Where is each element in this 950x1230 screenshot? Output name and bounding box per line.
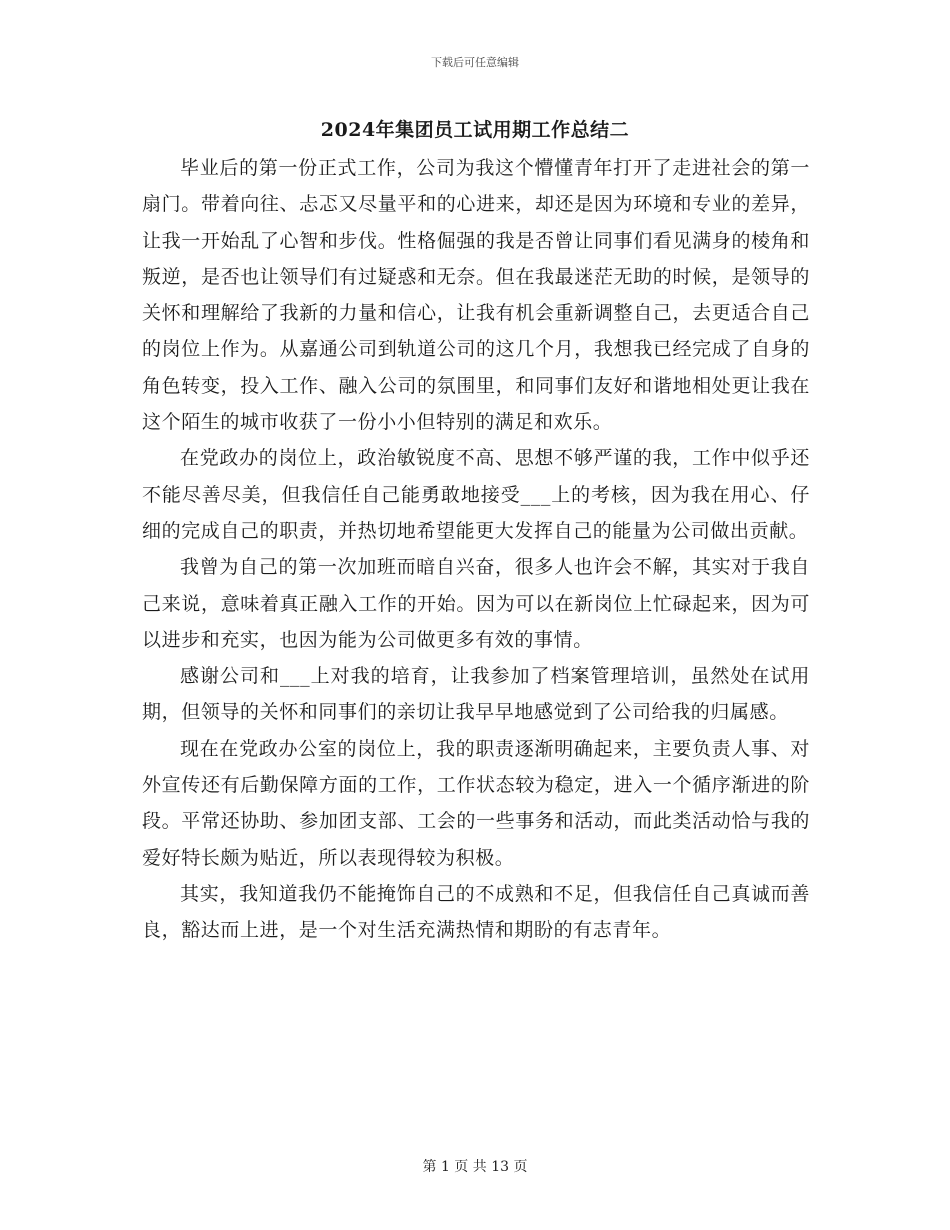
paragraph-6: 其实，我知道我仍不能掩饰自己的不成熟和不足，但我信任自己真诚而善良，豁达而上进，是一个对生活充满热情和期盼的有志青年。 bbox=[142, 882, 810, 942]
paragraph-5: 现在在党政办公室的岗位上，我的职责逐渐明确起来，主要负责人事、对外宣传还有后勤保障方面的工作，工作状态较为稳定，进入一个循序渐进的阶段。平常还协助、参加团支部、工会的一些事务和活动，而此类活动恰与我的爱好特长颇为贴近，所以表现得较为积极。 bbox=[142, 737, 810, 869]
paragraph-2: 在党政办的岗位上，政治敏锐度不高、思想不够严谨的我，工作中似乎还不能尽善尽美，但我信任自己能勇敢地接受___上的考核，因为我在用心、仔细的完成自己的职责，并热切地希望能更大发挥自己的能量为公司做出贡献。 bbox=[142, 447, 810, 542]
paragraph-3: 我曾为自己的第一次加班而暗自兴奋，很多人也许会不解，其实对于我自己来说，意味着真正融入工作的开始。因为可以在新岗位上忙碌起来，因为可以进步和充实，也因为能为公司做更多有效的事情。 bbox=[142, 556, 810, 651]
paragraph-4: 感谢公司和___上对我的培育，让我参加了档案管理培训，虽然处在试用期，但领导的关怀和同事们的亲切让我早早地感觉到了公司给我的归属感。 bbox=[142, 665, 810, 724]
paragraph-1: 毕业后的第一份正式工作，公司为我这个懵懂青年打开了走进社会的第一扇门。带着向往、忐忑又尽量平和的心进来，却还是因为环境和专业的差异，让我一开始乱了心智和步伐。性格倔强的我是否曾让同事们看见满身的棱角和叛逆，是否也让领导们有过疑惑和无奈。但在我最迷茫无助的时候，是领导的关怀和理解给了我新的力量和信心，让我有机会重新调整自己，去更适合自己的岗位上作为。从嘉通公司到轨道公司的这几个月，我想我已经完成了自身的角色转变，投入工作、融入公司的氛围里，和同事们友好和谐地相处更让我在这个陌生的城市收获了一份小小但特别的满足和欢乐。 bbox=[142, 157, 810, 434]
document-body bbox=[142, 150, 810, 949]
header-note: 下载后可任意编辑 bbox=[431, 56, 519, 69]
page-number: 第 1 页 共 13 页 bbox=[422, 1159, 528, 1175]
document-title: 2024年集团员工试用期工作总结二 bbox=[320, 119, 630, 141]
